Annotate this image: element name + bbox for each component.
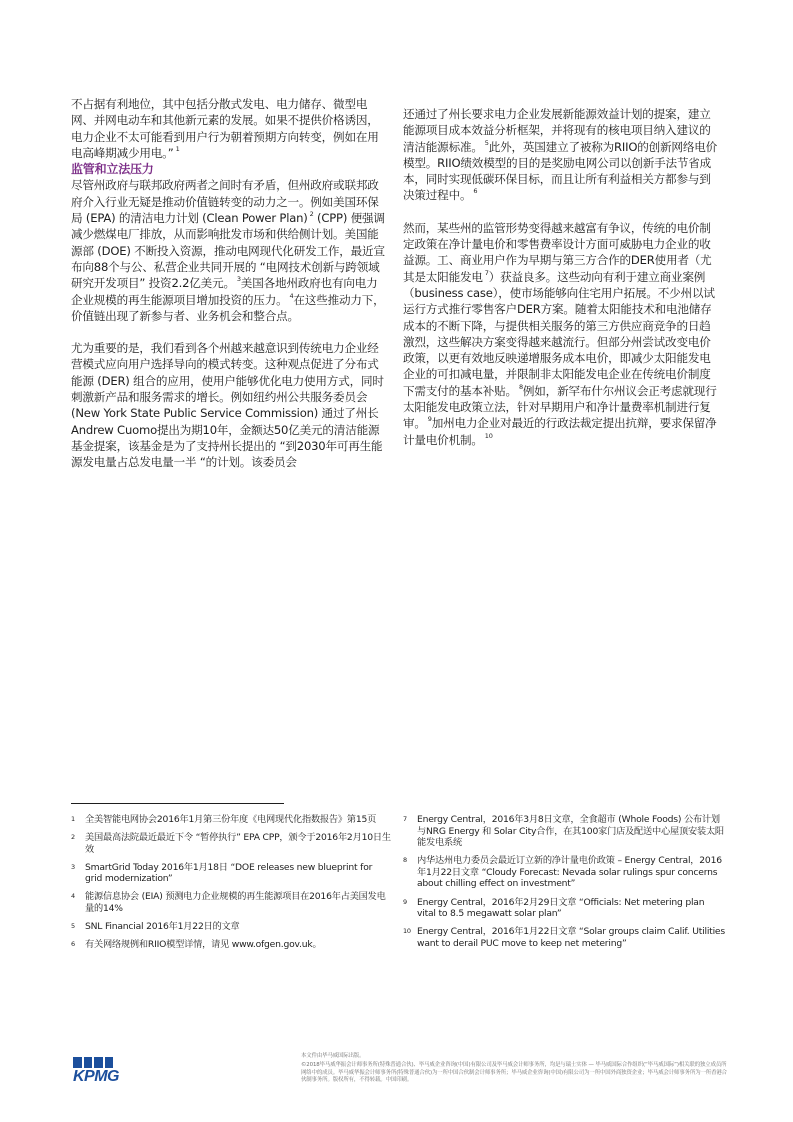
right-column	[403, 106, 721, 448]
legal-notice	[301, 1053, 727, 1085]
footnote-item: 3 SmartGrid Today 2016年1月18日 “DOE releases new blueprint for grid modernization”	[71, 861, 373, 885]
footnote-item: 10 Energy Central，2016年1月22日文章 “Solar groups claim Calif. Utilities want to derail PUC move to keep net metering”	[403, 926, 725, 949]
paragraph: 尤为重要的是，我们看到各个州越来越意识到传统电力企业经营模式应向用户选择导向的模式转变。这种观点促进了分布式能源 (DER) 组合的应用，使用户能够优化电力使用方式，同时刺激新产品和服务需求的增长。例如纽约州公共服务委员会 (New York State Public Service Commission) 通过了州长Andrew Cuomo提出为期10年，金额达50亿美元的清洁能源基金提案，该基金是为了支持州长提出的 “到2030年可再生能源发电量占总发电量一半 “的计划。该委员会	[71, 341, 384, 470]
footnote-ref[interactable]: 2	[309, 210, 314, 219]
footnote-item: 5 SNL Financial 2016年1月22日的文章	[71, 921, 240, 933]
logo-square	[105, 1057, 114, 1068]
logo-square	[73, 1057, 82, 1068]
footnote-item: 9 Energy Central，2016年2月29日文章 “Officials: Net metering plan vital to 8.5 megawatt solar plan”	[403, 896, 705, 920]
footnote-ref[interactable]: 1	[175, 144, 180, 153]
copyright-text: ©2018毕马威华振会计师事务所(特殊普通合伙)、毕马威企业咨询(中国)有限公司及毕马威会计师事务所，均是与瑞士实体 — 毕马威国际合作组织(“毕马威国际”)相关联的独立成员所网络中的成员。毕马威华振会计师事务所(特殊普通合伙)为一所中国合伙制会计师事务所；毕马威企业咨询(中国)有限公司为一所中国外商独资企业；毕马威会计师事务所为一所香港合伙制事务所。版权所有，不得转载。中国印刷。	[301, 1062, 727, 1084]
footnote-ref[interactable]: 8	[518, 382, 523, 391]
paragraph: 尽管州政府与联邦政府两者之间时有矛盾，但州政府或联邦政府介入行业无疑是推动价值链转变的动力之一。例如美国环保局 (EPA) 的清洁电力计划 (Clean Power Plan) $^2$ (CPP) 便强调减少燃煤电厂排放，从而影响批发市场和供给侧计划。美国能源部 (DOE) 不断投入资源，推动电网现代化研发工作，最近宣布向88个与公、私营企业共同开展的 “电网技术创新与跨领域研究开发项目” 投资2.2亿美元。 $^3$美国各地州政府也有向电力企业规模的再生能源项目增加投资的压力。 $^4$在这些推动力下，价值链出现了新参与者、业务机会和整合点。	[71, 178, 385, 323]
footnote-item: 8 内华达州电力委员会最近订立新的净计量电价政策 – Energy Central，2016年1月22日文章 “Cloudy Forecast: Nevada solar rulings spur concerns about chilling effect on investment”	[403, 855, 722, 890]
section-heading: 监管和立法压力	[71, 162, 154, 177]
logo-square	[84, 1057, 93, 1068]
paragraph: 然而，某些州的监管形势变得越来越富有争议，传统的电价制定政策在净计量电价和零售费率设计方面可威胁电力企业的收益源。工、商业用户作为早期与第三方合作的DER使用者（尤其是太阳能发电 $^7$）获益良多。这些动向有利于建立商业案例（business case），使市场能够向住宅用户拓展。不少州以试运行方式推行零售客户DER方案。随着太阳能技术和电池储存成本的不断下降，与提供相关服务的第三方供应商竞争的日趋激烈，这些解决方案变得越来越流行。但部分州尝试改变电价政策，以更有效地反映递增服务成本电价，即减少太阳能发电企业的可扣减电量，并限制非太阳能发电企业在传统电价制度下需支付的基本补贴。 $^8$例如，新罕布什尔州议会正考虑就现行太阳能发电政策立法，针对早期用户和净计量费率机制进行复审。 $^9$加州电力企业对最近的行政法裁定提出抗辩，要求保留净计量电价机制。 $^{10}$	[403, 220, 717, 447]
footnote-ref[interactable]: 5	[484, 138, 489, 147]
left-column	[71, 96, 386, 471]
footnote-divider	[71, 803, 284, 804]
footnote-ref[interactable]: 9	[427, 415, 432, 424]
footnote-ref[interactable]: 4	[289, 291, 294, 300]
footnote-item: 7 Energy Central，2016年3月8日文章，全食超市 (Whole Foods) 公布计划与NRG Energy 和 Solar City合作，在其100家门店及配送中心屋顶安装太阳能发电系统	[403, 814, 724, 849]
footnote-ref[interactable]: 3	[236, 275, 241, 284]
kpmg-logo	[73, 1057, 123, 1089]
footnotes-left	[71, 814, 391, 957]
footnote-ref[interactable]: 6	[473, 187, 478, 196]
footnote-item: 6 有关网络规例和RIIO模型详情，请见 www.ofgen.gov.uk。	[71, 939, 322, 951]
logo-wordmark: KPMG	[73, 1068, 119, 1085]
logo-square	[94, 1057, 103, 1068]
paragraph: 还通过了州长要求电力企业发展新能源效益计划的提案，建立能源项目成本效益分析框架，并将现有的核电项目纳入建议的清洁能源标准。 $^5$此外，英国建立了被称为RIIO的创新网络电价模型。RIIO绩效模型的目的是奖励电网公司以创新手法节省成本，同时实现低碳环保目标，而且让所有利益相关方都参与到决策过程中。 $^6$	[403, 107, 718, 203]
footnote-item: 2 美国最高法院最近最近下令 “暂停执行” EPA CPP，颁令于2016年2月10日生效	[71, 832, 391, 855]
footnote-item: 4 能源信息协会 (EIA) 预测电力企业规模的再生能源项目在2016年占美国发电量的14%	[71, 891, 386, 915]
footnote-item: 1 全美智能电网协会2016年1月第三份年度《电网现代化指数报告》第15页	[71, 814, 377, 825]
paragraph: 不占据有利地位，其中包括分散式发电、电力储存、微型电网、并网电动车和其他新元素的发展。如果不提供价格诱因，电力企业不太可能看到用户行为朝着预期方向转变，例如在用电高峰期减少用电。” $^1$	[71, 97, 379, 160]
footnote-ref[interactable]: 7	[484, 268, 489, 277]
publisher-line: 本文件由毕马威国际出版。	[301, 1053, 365, 1059]
footnotes-right	[403, 814, 725, 956]
footnote-ref[interactable]: 10	[484, 431, 493, 440]
